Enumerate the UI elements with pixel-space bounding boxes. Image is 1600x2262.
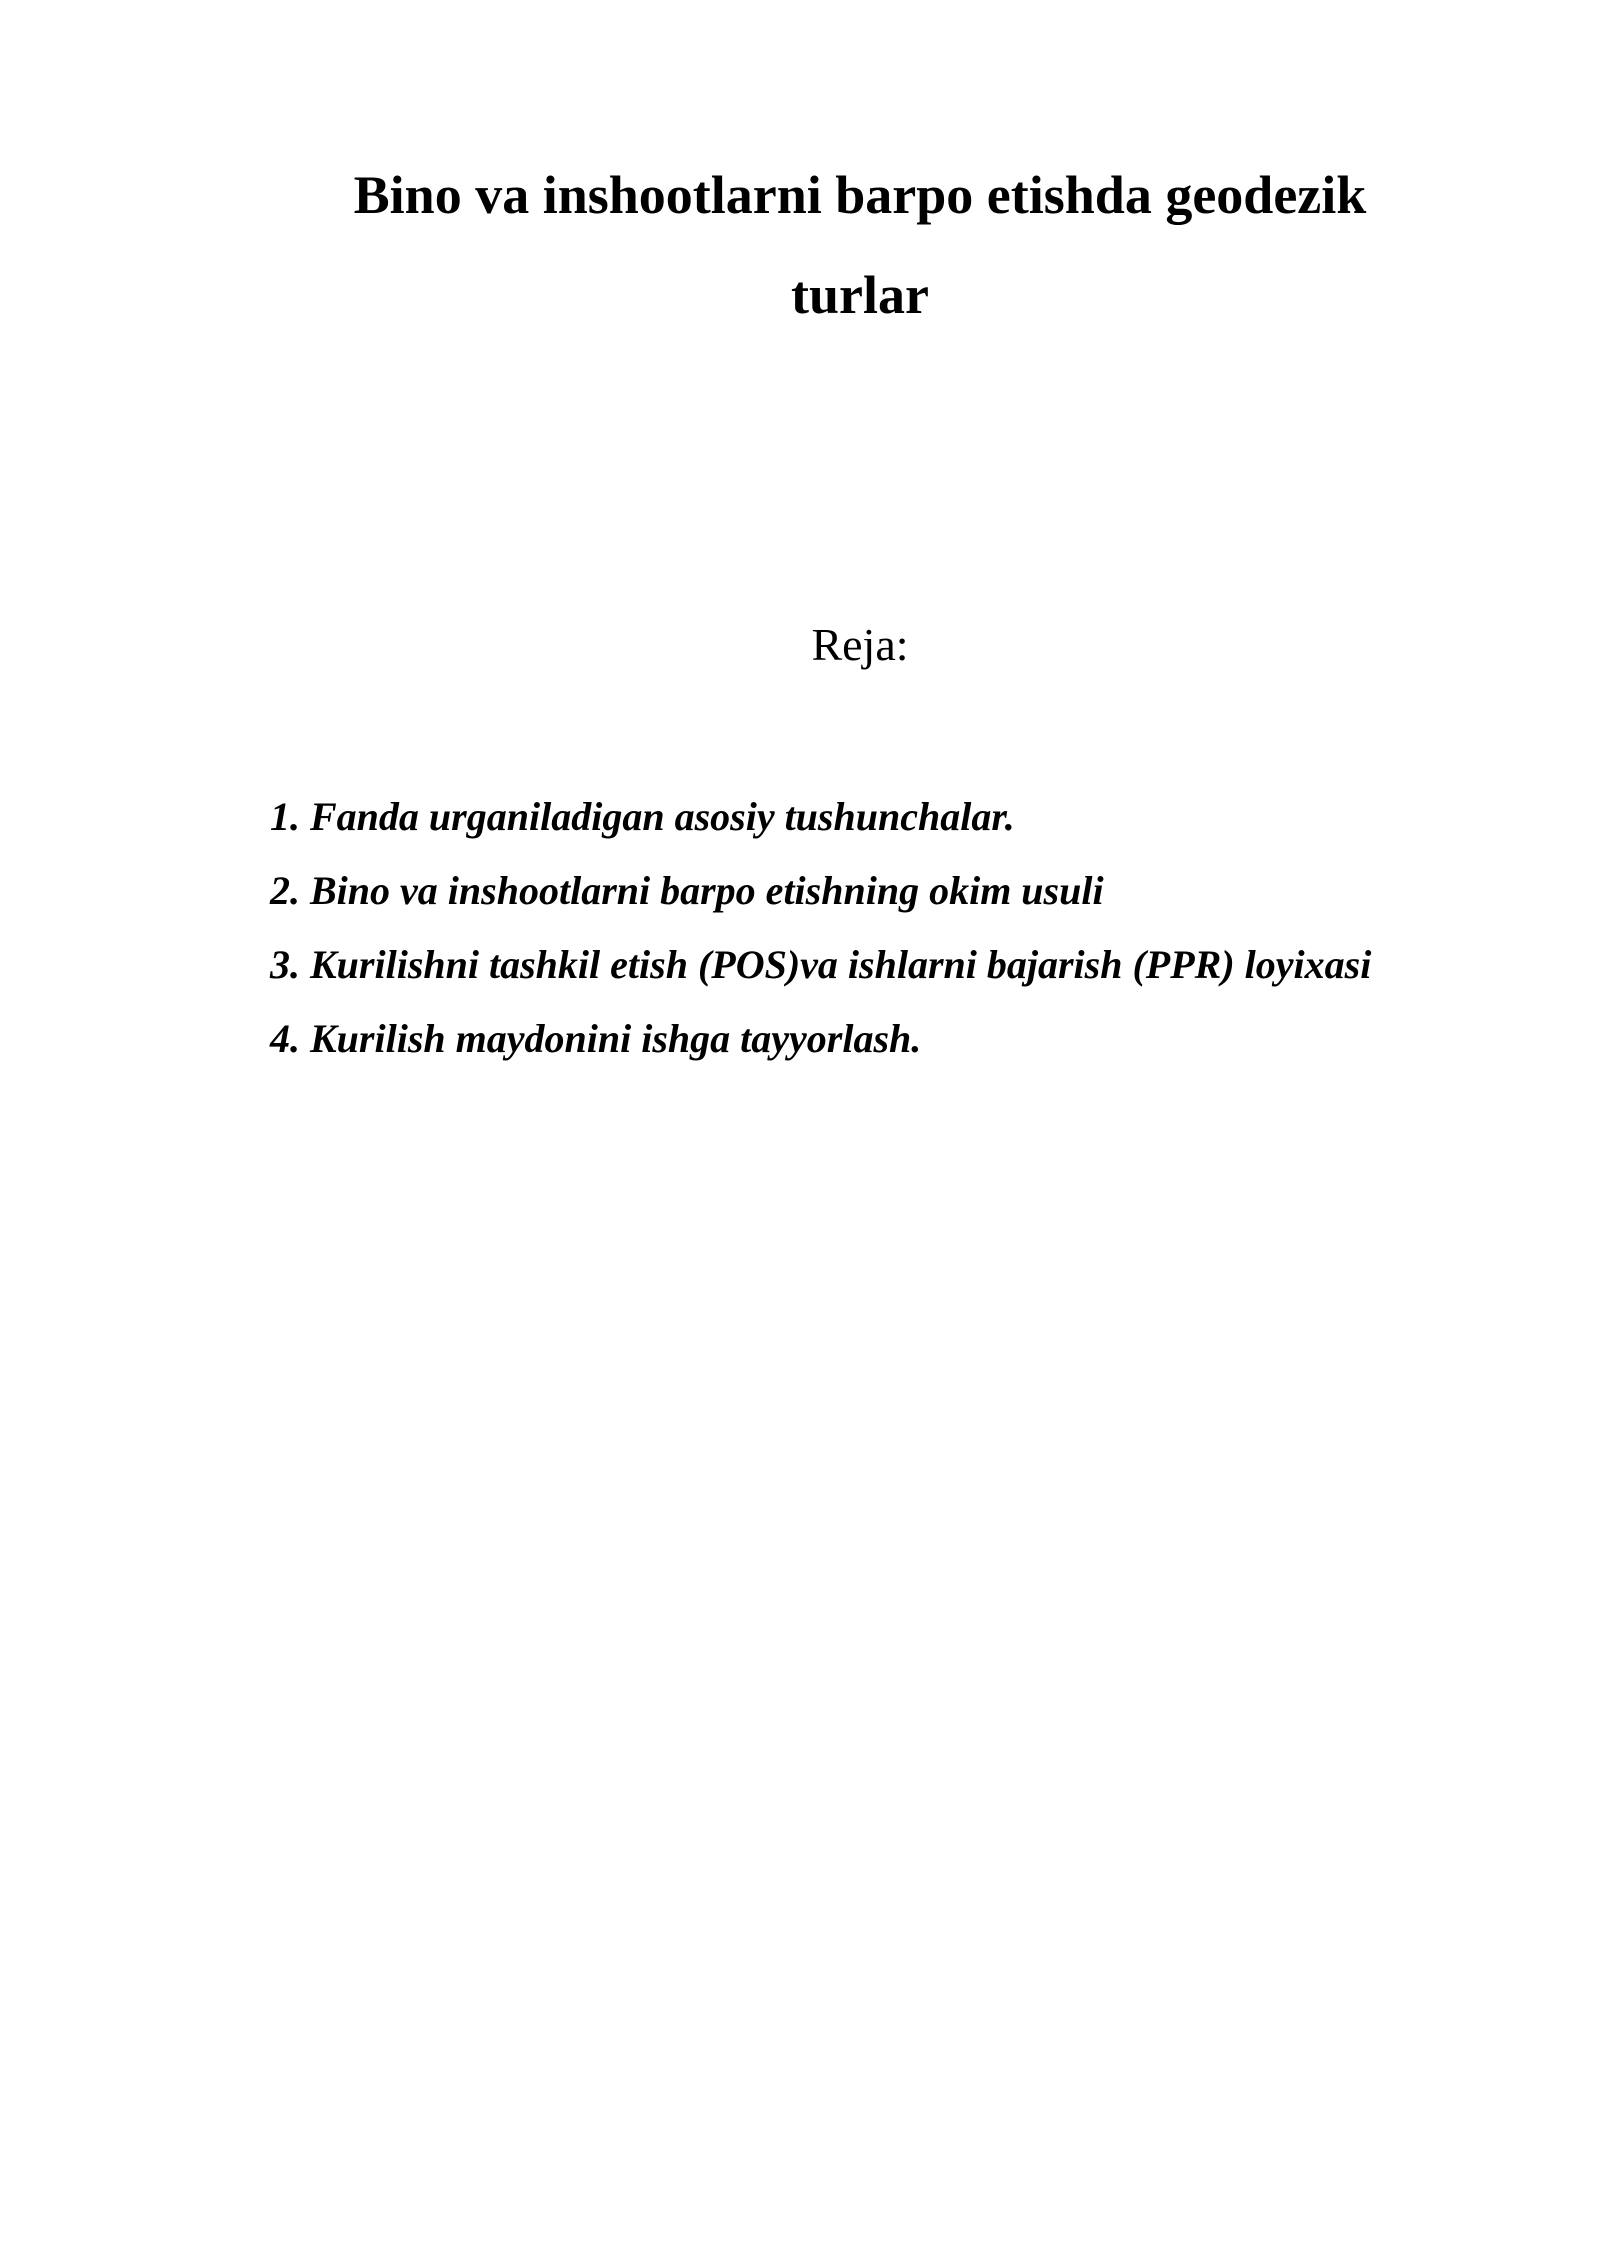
plan-item: 2. Bino va inshootlarni barpo etishning okim usuli xyxy=(270,868,1104,913)
plan-item: 4. Kurilish maydonini ishga tayyorlash. xyxy=(270,1016,922,1061)
plan-item: 3. Kurilishni tashkil etish (POS)va ishlarni bajarish (PPR) loyixasi xyxy=(270,942,1372,987)
document-title-line: Bino va inshootlarni barpo etishda geodezik xyxy=(353,165,1367,225)
plan-heading: Reja: xyxy=(811,619,909,670)
document-title-line: turlar xyxy=(791,265,929,325)
document-title xyxy=(270,145,1450,345)
plan-list xyxy=(270,780,1530,1076)
plan-item: 1. Fanda urganiladigan asosiy tushunchalar. xyxy=(270,794,1015,839)
